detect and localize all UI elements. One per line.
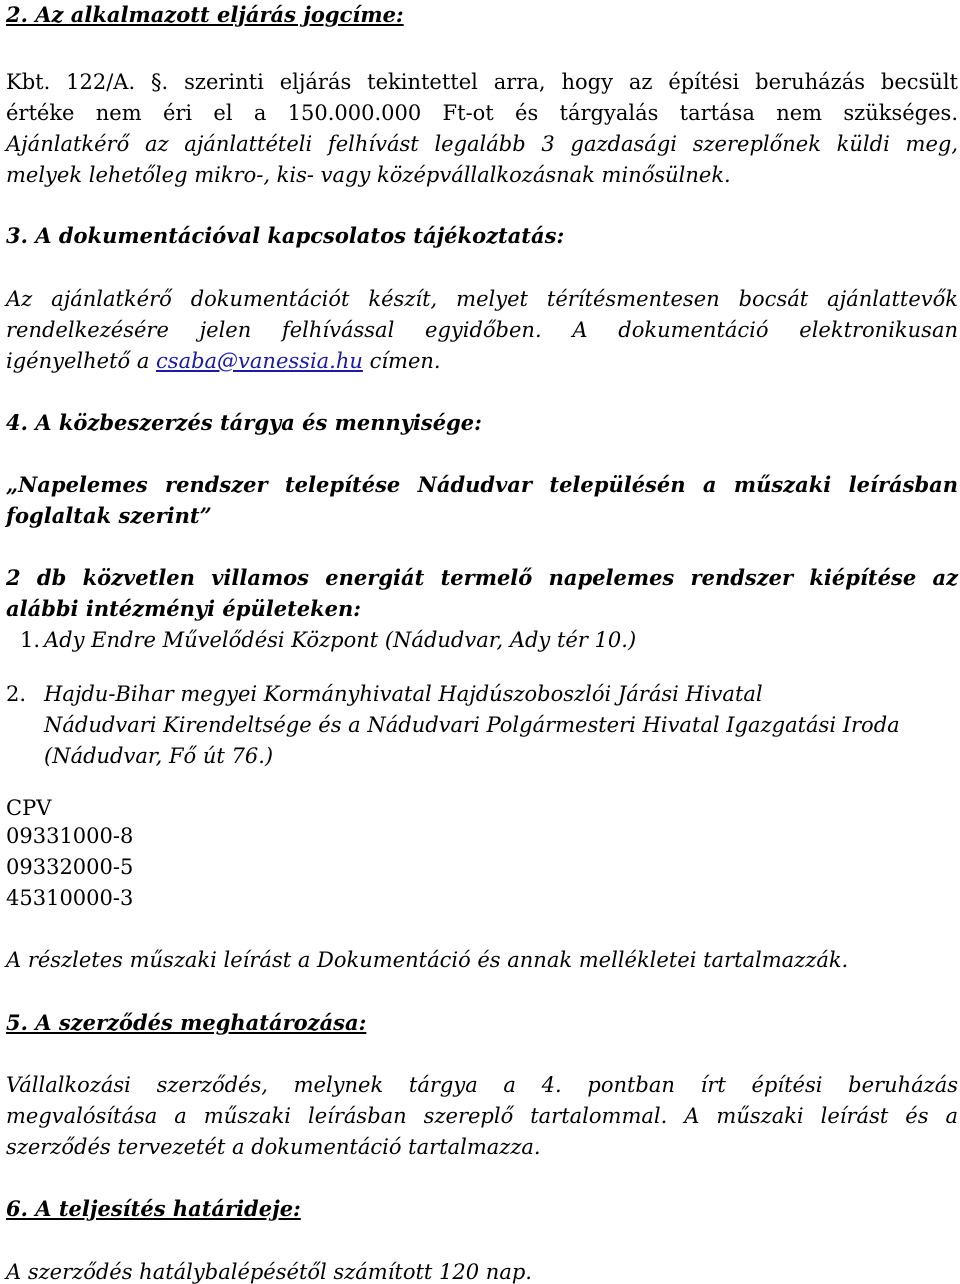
- section-3-text-line: [6, 349, 441, 373]
- section-5-text-line: megvalósítása a műszaki leírásban szereplő tartalommal. A műszaki leírást és a: [6, 1104, 958, 1128]
- section-6-text-line: A szerződés hatálybalépésétől számított 120 nap.: [6, 1260, 532, 1284]
- procurement-subtitle-line: 2 db közvetlen villamos energiát termelő napelemes rendszer kiépítése az: [6, 565, 958, 590]
- section-3-heading: 3. A dokumentációval kapcsolatos tájékoztatás:: [6, 223, 565, 248]
- cpv-code: 45310000-3: [6, 886, 134, 910]
- email-prefix: igényelhető a: [6, 349, 157, 373]
- cpv-code: 09331000-8: [6, 824, 134, 848]
- email-suffix: címen.: [362, 349, 441, 373]
- section-4-heading: 4. A közbeszerzés tárgya és mennyisége:: [6, 410, 482, 435]
- list-item-number: 2.: [6, 682, 27, 706]
- list-item: [6, 682, 763, 706]
- section-2-text-line: értéke nem éri el a 150.000.000 Ft-ot és tárgyalás tartása nem szükséges.: [6, 101, 958, 125]
- cpv-label: CPV: [6, 796, 52, 820]
- section-2-heading: 2. Az alkalmazott eljárás jogcíme:: [6, 2, 404, 27]
- section-2-text-line: Ajánlatkérő az ajánlattételi felhívást legalább 3 gazdasági szereplőnek küldi meg,: [6, 132, 958, 156]
- section-4-detail: A részletes műszaki leírást a Dokumentáció és annak mellékletei tartalmazzák.: [6, 948, 849, 972]
- cpv-code: 09332000-5: [6, 855, 134, 879]
- section-5-heading: 5. A szerződés meghatározása:: [6, 1010, 367, 1035]
- list-item-text: Ady Endre Művelődési Központ (Nádudvar, Ady tér 10.): [44, 628, 637, 652]
- list-item: [6, 628, 636, 652]
- section-2-text-line: Kbt. 122/A. §. szerinti eljárás tekintettel arra, hogy az építési beruházás becsült: [6, 70, 958, 94]
- list-item-text: Hajdu-Bihar megyei Kormányhivatal Hajdúszoboszlói Járási Hivatal: [44, 682, 763, 706]
- list-item-number: 1.: [20, 628, 41, 652]
- section-2-text-line: melyek lehetőleg mikro-, kis- vagy középvállalkozásnak minősülnek.: [6, 163, 731, 187]
- section-5-text-line: Vállalkozási szerződés, melynek tárgya a 4. pontban írt építési beruházás: [6, 1073, 958, 1097]
- procurement-title-line: „Napelemes rendszer telepítése Nádudvar településén a műszaki leírásban: [6, 472, 958, 497]
- procurement-subtitle-line: alábbi intézményi épületeken:: [6, 596, 362, 621]
- email-link[interactable]: csaba@vanessia.hu: [156, 349, 363, 373]
- procurement-title-line: foglaltak szerint”: [6, 503, 212, 528]
- section-3-text-line: Az ajánlatkérő dokumentációt készít, melyet térítésmentesen bocsát ajánlattevők: [6, 287, 958, 311]
- list-item-text: Nádudvari Kirendeltsége és a Nádudvari Polgármesteri Hivatal Igazgatási Iroda: [44, 713, 900, 737]
- section-6-heading: 6. A teljesítés határideje:: [6, 1196, 301, 1221]
- section-5-text-line: szerződés tervezetét a dokumentáció tartalmazza.: [6, 1135, 541, 1159]
- list-item-text: (Nádudvar, Fő út 76.): [44, 744, 274, 768]
- section-3-text-line: rendelkezésére jelen felhívással egyidőben. A dokumentáció elektronikusan: [6, 318, 958, 342]
